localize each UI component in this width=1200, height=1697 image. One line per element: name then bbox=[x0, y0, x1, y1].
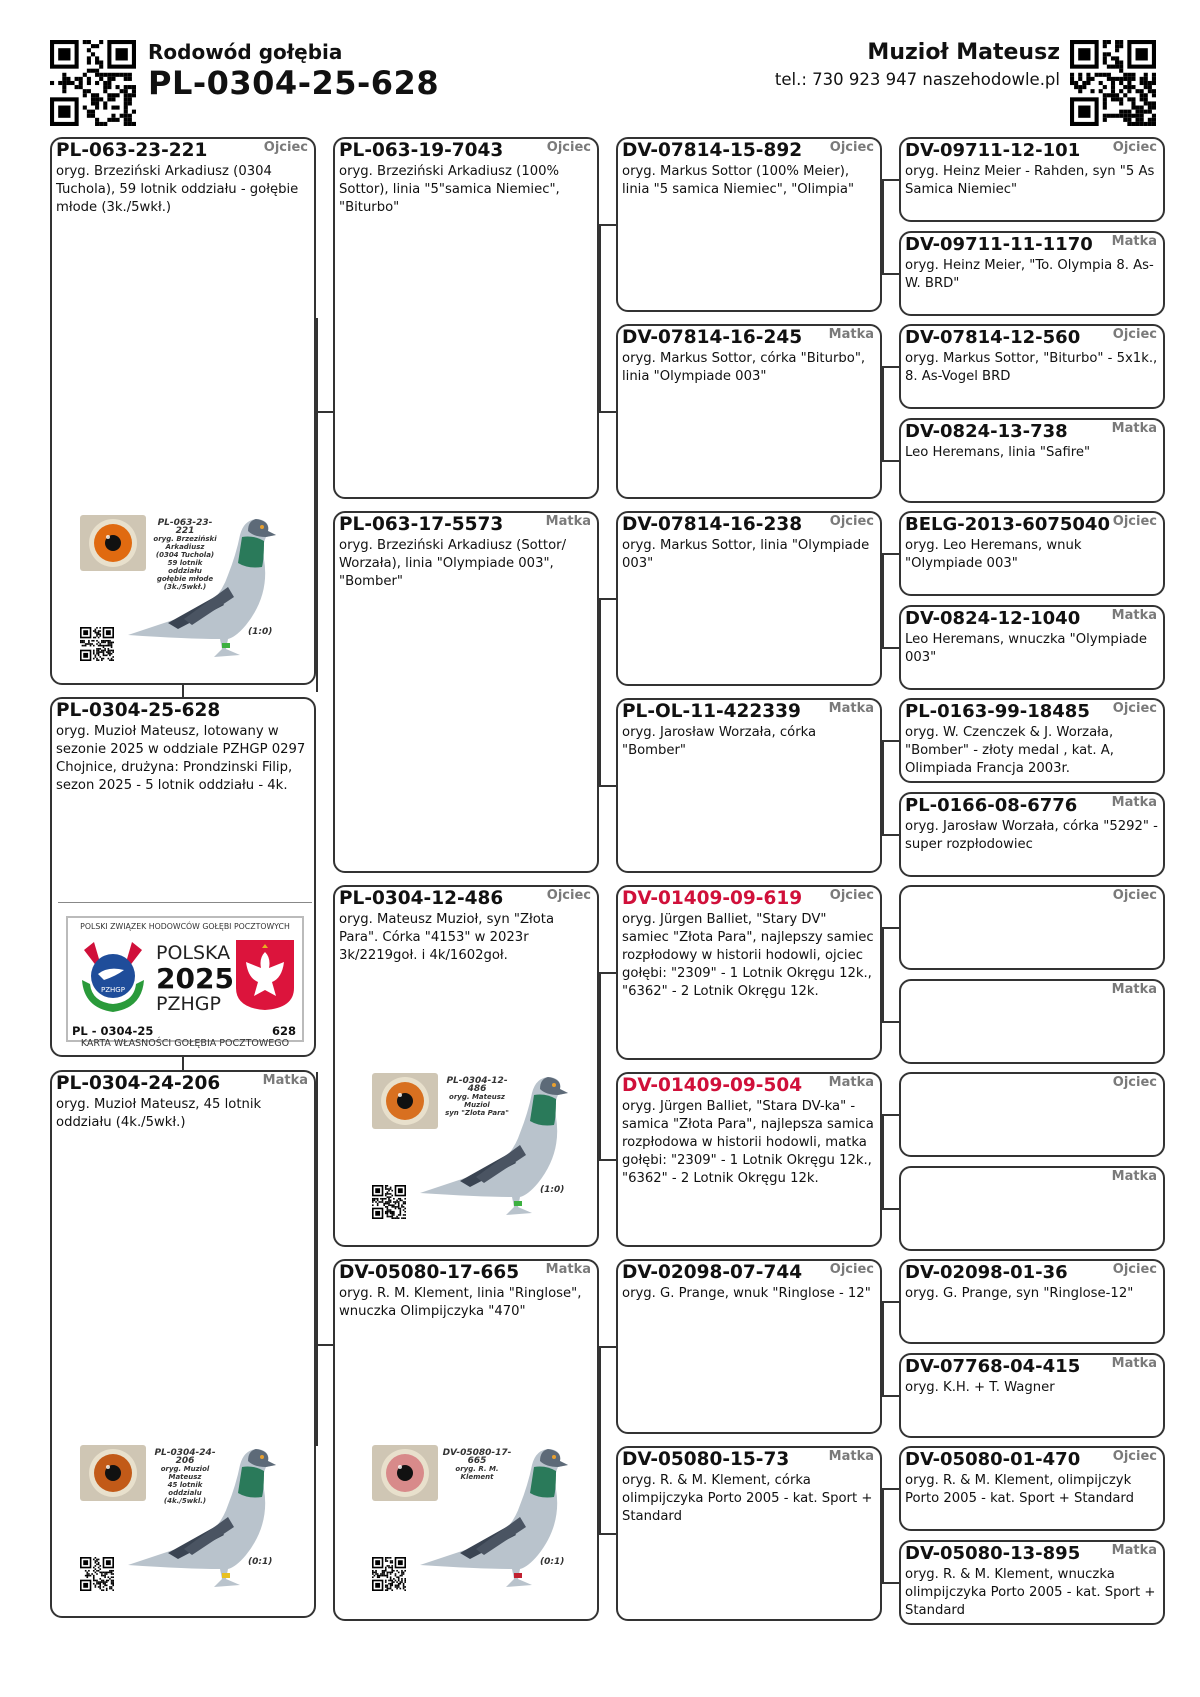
connector-line bbox=[882, 740, 884, 836]
ancestor-sire-card[interactable] bbox=[899, 1259, 1165, 1344]
photo-sex-label: (0:1) bbox=[248, 1557, 273, 1567]
connector-line bbox=[599, 224, 601, 413]
connector-line bbox=[882, 460, 899, 462]
description: oryg. K.H. + T. Wagner bbox=[905, 1379, 1055, 1395]
role-label: Matka bbox=[262, 1073, 308, 1088]
description: oryg. Muzioł Mateusz, 45 lotnik oddziału (4k./5wkł.) bbox=[56, 1097, 262, 1130]
pzhgp-logo-icon bbox=[74, 936, 152, 1016]
role-label: Matka bbox=[828, 1449, 874, 1464]
great-grandsire-card[interactable] bbox=[616, 885, 882, 1060]
pigeon-photo bbox=[372, 1073, 582, 1223]
photo-sex-label: (1:0) bbox=[248, 627, 273, 637]
role-label: Ojciec bbox=[829, 514, 874, 529]
connector-line bbox=[316, 1344, 333, 1346]
ring-number: DV-02098-01-36 bbox=[905, 1262, 1068, 1283]
owner-name: Muzioł Mateusz bbox=[867, 40, 1060, 65]
polish-eagle-emblem-icon bbox=[234, 938, 296, 1012]
ring-number: DV-05080-01-470 bbox=[905, 1449, 1081, 1470]
ring-number: DV-05080-17-665 bbox=[339, 1262, 520, 1283]
ring-number: PL-063-19-7043 bbox=[339, 140, 504, 161]
connector-line bbox=[882, 1488, 884, 1584]
qr-code-icon bbox=[372, 1185, 406, 1219]
ancestor-sire-card[interactable] bbox=[899, 1072, 1165, 1157]
ancestor-sire-card[interactable] bbox=[899, 511, 1165, 596]
pigeon-photo bbox=[372, 1445, 582, 1595]
ring-number: PL-0304-25-628 bbox=[56, 700, 221, 721]
connector-line bbox=[882, 927, 899, 929]
svg-text:PZHGP: PZHGP bbox=[101, 986, 125, 994]
description: oryg. Jürgen Balliet, "Stary DV" samiec "Złota Para", najlepszy samiec rozpłodowy w historii hodowli, ojciec gołębi: "2309" - 1 Lotnik Okręgu 12k., "6362" - 2 Lotnik Okręgu 12k. bbox=[622, 912, 874, 999]
description: oryg. R. M. Klement, linia "Ringlose", wnuczka Olimpijczyka "470" bbox=[339, 1286, 582, 1319]
role-label: Ojciec bbox=[263, 140, 308, 155]
divider bbox=[58, 902, 312, 903]
description: oryg. G. Prange, syn "Ringlose-12" bbox=[905, 1286, 1134, 1301]
ring-number: PL-0163-99-18485 bbox=[905, 701, 1090, 722]
role-label: Ojciec bbox=[1112, 514, 1157, 529]
connector-line bbox=[182, 685, 184, 697]
great-granddam-card[interactable] bbox=[616, 698, 882, 873]
ownership-card-number: 628 bbox=[271, 1024, 296, 1038]
connector-line bbox=[882, 366, 899, 368]
connector-line bbox=[882, 1114, 899, 1116]
ring-number: PL-063-17-5573 bbox=[339, 514, 504, 535]
connector-line bbox=[882, 1395, 899, 1397]
role-label: Matka bbox=[1111, 607, 1157, 623]
granddam-card[interactable] bbox=[333, 511, 599, 873]
role-label: Ojciec bbox=[1112, 1449, 1157, 1464]
role-label: Ojciec bbox=[1112, 1075, 1157, 1090]
connector-line bbox=[882, 1488, 899, 1490]
ownership-card-footer: KARTA WŁASNOŚCI GOŁĘBIA POCZTOWEGO bbox=[80, 1038, 290, 1049]
connector-line bbox=[599, 224, 616, 226]
role-label: Matka bbox=[545, 1262, 591, 1277]
connector-line bbox=[882, 927, 884, 1023]
ring-number: DV-07814-15-892 bbox=[622, 140, 803, 161]
role-label: Ojciec bbox=[1112, 701, 1157, 716]
connector-line bbox=[599, 598, 616, 600]
ancestor-sire-card[interactable] bbox=[899, 324, 1165, 409]
role-label: Matka bbox=[1111, 981, 1157, 997]
ancestor-dam-card[interactable] bbox=[899, 605, 1165, 690]
ring-number: PL-063-23-221 bbox=[56, 140, 208, 161]
photo-caption-ring: DV-05080-17-665 bbox=[442, 1448, 512, 1466]
role-label: Matka bbox=[1111, 233, 1157, 249]
ring-number: DV-09711-11-1170 bbox=[905, 233, 1093, 255]
description: Leo Heremans, wnuczka "Olympiade 003" bbox=[905, 631, 1148, 665]
connector-line bbox=[316, 1072, 318, 1446]
qr-code-icon bbox=[80, 627, 114, 661]
description: Leo Heremans, linia "Safire" bbox=[905, 444, 1091, 460]
role-label: Ojciec bbox=[546, 140, 591, 155]
role-label: Ojciec bbox=[1112, 140, 1157, 155]
ancestor-dam-card[interactable] bbox=[899, 792, 1165, 877]
ancestor-sire-card[interactable] bbox=[899, 885, 1165, 970]
ring-number: DV-07814-16-238 bbox=[622, 514, 803, 535]
role-label: Matka bbox=[828, 327, 874, 342]
connector-line bbox=[882, 1021, 899, 1023]
ring-number: DV-0824-13-738 bbox=[905, 420, 1068, 442]
photo-caption-ring: PL-0304-24-206 bbox=[154, 1448, 216, 1466]
ancestor-dam-card[interactable] bbox=[899, 1540, 1165, 1625]
ring-number: PL-OL-11-422339 bbox=[622, 701, 801, 722]
role-label: Matka bbox=[828, 701, 874, 716]
role-label: Ojciec bbox=[546, 888, 591, 903]
connector-line bbox=[882, 1582, 899, 1584]
role-label: Matka bbox=[1111, 420, 1157, 436]
connector-line bbox=[882, 740, 899, 742]
connector-line bbox=[599, 411, 616, 413]
pigeon-illustration-icon bbox=[128, 515, 278, 663]
grandsire-card[interactable] bbox=[333, 137, 599, 499]
photo-caption-line: oryg. Muziol Mateusz bbox=[160, 1465, 210, 1481]
photo-caption-line: oryg. R. M. Klement bbox=[455, 1465, 499, 1481]
connector-line bbox=[882, 179, 899, 181]
ancestor-dam-card[interactable] bbox=[899, 231, 1165, 316]
role-label: Ojciec bbox=[829, 140, 874, 155]
document-title: PL-0304-25-628 bbox=[148, 64, 440, 102]
ownership-card bbox=[66, 916, 304, 1042]
role-label: Ojciec bbox=[829, 1262, 874, 1277]
ownership-card-year: 2025 bbox=[156, 962, 234, 995]
description: oryg. Jarosław Worzała, córka "5292" - super rozpłodowiec bbox=[905, 818, 1158, 852]
ring-number: DV-09711-12-101 bbox=[905, 140, 1081, 161]
connector-line bbox=[882, 273, 899, 275]
role-label: Ojciec bbox=[829, 888, 874, 903]
ancestor-dam-card[interactable] bbox=[899, 1353, 1165, 1438]
ancestor-sire-card[interactable] bbox=[899, 698, 1165, 783]
description: oryg. Brzeziński Arkadiusz (0304 Tuchola), 59 lotnik oddziału - gołębie młode (3k./5wkł.) bbox=[56, 164, 299, 215]
ancestor-dam-card[interactable] bbox=[899, 418, 1165, 503]
photo-caption-ring: PL-063-23-221 bbox=[157, 518, 213, 536]
photo-sex-label: (1:0) bbox=[540, 1185, 565, 1195]
connector-line bbox=[882, 1301, 884, 1397]
pigeon-illustration-icon bbox=[420, 1073, 570, 1221]
connector-line bbox=[599, 1346, 601, 1535]
role-label: Ojciec bbox=[1112, 327, 1157, 342]
connector-line bbox=[882, 366, 884, 462]
role-label: Matka bbox=[1111, 794, 1157, 810]
great-granddam-card[interactable] bbox=[616, 324, 882, 499]
photo-caption-line: 45 lotnik oddzialu (4k./5wkl.) bbox=[163, 1481, 207, 1505]
connector-line bbox=[882, 647, 899, 649]
connector-line bbox=[316, 318, 318, 692]
great-grandsire-card[interactable] bbox=[616, 511, 882, 686]
photo-caption-line: oryg. Brzeziński Arkadiusz bbox=[153, 535, 217, 551]
ring-number: DV-07814-12-560 bbox=[905, 327, 1081, 348]
document-subtitle: Rodowód gołębia bbox=[148, 40, 343, 64]
pigeon-photo bbox=[80, 515, 290, 665]
description: oryg. Markus Sottor, linia "Olympiade 003" bbox=[622, 538, 870, 571]
connector-line bbox=[599, 1533, 616, 1535]
ownership-card-org: PZHGP bbox=[156, 993, 221, 1015]
connector-line bbox=[599, 972, 601, 1161]
description: oryg. Brzeziński Arkadiusz (Sottor/ Worzała), linia "Olympiade 003", "Bomber" bbox=[339, 538, 567, 589]
pigeon-illustration-icon bbox=[420, 1445, 570, 1593]
ancestor-dam-card[interactable] bbox=[899, 1166, 1165, 1251]
role-label: Ojciec bbox=[1112, 1262, 1157, 1277]
great-granddam-card[interactable] bbox=[616, 1446, 882, 1621]
role-label: Matka bbox=[1111, 1542, 1157, 1558]
description: oryg. G. Prange, wnuk "Ringlose - 12" bbox=[622, 1286, 871, 1301]
description: oryg. Heinz Meier, "To. Olympia 8. As-W. BRD" bbox=[905, 257, 1154, 291]
description: oryg. Jürgen Balliet, "Stara DV-ka" - samica "Złota Para", najlepsza samica rozpłodowa w historii hodowli, matka gołębi: "2309" - 1 Lotnik Okręgu 12k., "6362" - 2 Lotnik Okręgu 12k. bbox=[622, 1099, 874, 1186]
description: oryg. R. & M. Klement, wnuczka olimpijczyka Porto 2005 - kat. Sport + Standard bbox=[905, 1566, 1156, 1618]
ring-number: PL-0166-08-6776 bbox=[905, 794, 1078, 816]
connector-line bbox=[599, 1346, 616, 1348]
description: oryg. Markus Sottor, "Biturbo" - 5x1k., 8. As-Vogel BRD bbox=[905, 351, 1158, 384]
description: oryg. R. & M. Klement, olimpijczyk Porto 2005 - kat. Sport + Standard bbox=[905, 1473, 1134, 1506]
role-label: Matka bbox=[545, 514, 591, 529]
description: oryg. W. Czenczek & J. Worzała, "Bomber" - złoty medal , kat. A, Olimpiada Francja 2003r. bbox=[905, 725, 1114, 776]
connector-line bbox=[882, 834, 899, 836]
description: oryg. Mateusz Muzioł, syn "Złota Para". Córka "4153" w 2023r 3k/2219goł. i 4k/1602goł. bbox=[339, 912, 555, 963]
qr-code-icon bbox=[80, 1557, 114, 1591]
description: oryg. Markus Sottor, córka "Biturbo", linia "Olympiade 003" bbox=[622, 351, 866, 384]
ancestor-dam-card[interactable] bbox=[899, 979, 1165, 1064]
ring-number: DV-07768-04-415 bbox=[905, 1355, 1081, 1377]
owner-contact: tel.: 730 923 947 naszehodowle.pl bbox=[774, 70, 1060, 89]
description: oryg. Leo Heremans, wnuk "Olympiade 003" bbox=[905, 538, 1082, 571]
description: oryg. Heinz Meier - Rahden, syn "5 As Samica Niemiec" bbox=[905, 164, 1155, 197]
photo-caption-line: syn "Zlota Para" bbox=[445, 1109, 509, 1117]
connector-line bbox=[599, 785, 616, 787]
description: oryg. Jarosław Worzała, córka "Bomber" bbox=[622, 725, 817, 758]
pigeon-illustration-icon bbox=[128, 1445, 278, 1593]
role-label: Matka bbox=[1111, 1168, 1157, 1184]
pigeon-photo bbox=[80, 1445, 290, 1595]
connector-line bbox=[882, 1114, 884, 1210]
description: oryg. Muzioł Mateusz, lotowany w sezonie 2025 w oddziale PZHGP 0297 Chojnice, drużyna: Prondzinski Filip, sezon 2025 - 5 lotnik oddziału - 4k. bbox=[56, 724, 306, 793]
ring-number: DV-05080-13-895 bbox=[905, 1542, 1081, 1564]
great-grandsire-card[interactable] bbox=[616, 1259, 882, 1434]
photo-caption-line: (0304 Tuchola) bbox=[155, 551, 215, 559]
photo-sex-label: (0:1) bbox=[540, 1557, 565, 1567]
ring-number: DV-07814-16-245 bbox=[622, 327, 803, 348]
ring-number: DV-01409-09-504 bbox=[622, 1075, 803, 1096]
description: oryg. Markus Sottor (100% Meier), linia "5 samica Niemiec", "Olimpia" bbox=[622, 164, 855, 197]
connector-line bbox=[182, 1057, 184, 1070]
description: oryg. Brzeziński Arkadiusz (100% Sottor), linia "5"samica Niemiec", "Biturbo" bbox=[339, 164, 560, 215]
photo-caption-line: gołębie młode (3k./5wkł.) bbox=[156, 575, 214, 591]
description: oryg. R. & M. Klement, córka olimpijczyka Porto 2005 - kat. Sport + Standard bbox=[622, 1473, 873, 1524]
connector-line bbox=[599, 598, 601, 787]
ring-number: DV-01409-09-619 bbox=[622, 888, 803, 909]
connector-line bbox=[882, 1208, 899, 1210]
ring-number: DV-02098-07-744 bbox=[622, 1262, 803, 1283]
qr-code-icon bbox=[372, 1557, 406, 1591]
connector-line bbox=[882, 553, 899, 555]
connector-line bbox=[882, 179, 884, 275]
connector-line bbox=[316, 411, 333, 413]
ring-number: PL-0304-12-486 bbox=[339, 888, 504, 909]
ancestor-sire-card[interactable] bbox=[899, 1446, 1165, 1531]
ring-number: DV-0824-12-1040 bbox=[905, 607, 1081, 629]
great-granddam-card[interactable] bbox=[616, 1072, 882, 1247]
ownership-card-header: POLSKI ZWIĄZEK HODOWCÓW GOŁĘBI POCZTOWYCH bbox=[80, 922, 290, 931]
connector-line bbox=[882, 1301, 899, 1303]
qr-code-icon bbox=[1070, 40, 1156, 126]
role-label: Matka bbox=[1111, 1355, 1157, 1371]
ring-number: DV-05080-15-73 bbox=[622, 1449, 790, 1470]
ring-number: PL-0304-24-206 bbox=[56, 1073, 221, 1094]
ancestor-sire-card[interactable] bbox=[899, 137, 1165, 222]
connector-line bbox=[599, 972, 616, 974]
ring-number: BELG-2013-6075040 bbox=[905, 514, 1110, 535]
photo-caption-line: 59 lotnik oddziału bbox=[167, 559, 203, 575]
photo-caption-line: oryg. Mateusz Muziol bbox=[449, 1093, 505, 1109]
great-grandsire-card[interactable] bbox=[616, 137, 882, 312]
ownership-card-country: POLSKA bbox=[156, 942, 231, 964]
role-label: Matka bbox=[828, 1075, 874, 1090]
ownership-card-ring: PL - 0304-25 bbox=[72, 1024, 154, 1038]
photo-caption-ring: PL-0304-12-486 bbox=[446, 1076, 508, 1094]
role-label: Ojciec bbox=[1112, 888, 1157, 903]
connector-line bbox=[599, 1159, 616, 1161]
connector-line bbox=[882, 553, 884, 649]
qr-code-icon bbox=[50, 40, 136, 126]
